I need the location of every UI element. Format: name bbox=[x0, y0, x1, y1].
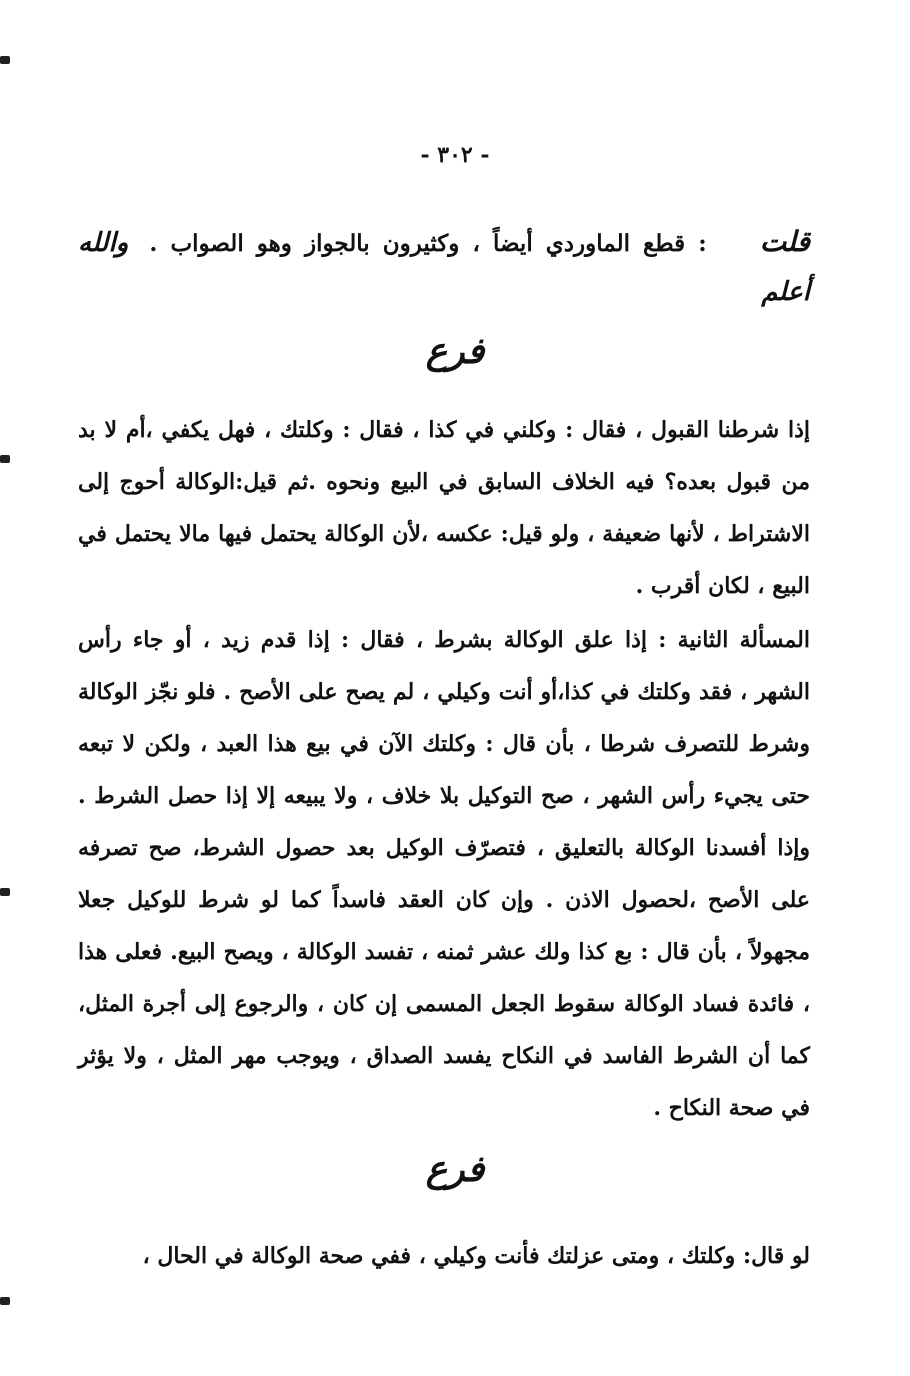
paragraph: إذا شرطنا القبول ، فقال : وكلني في كذا ، فقال : وكلتك ، فهل يكفي ،أم لا بد من قبول بعده؟ فيه الخلاف السابق في البيع ونحوه .ثم قيل:الوكالة أحوج إلى الاشتراط ، لأنها ضعيفة ، ولو قيل: عكسه ،لأن الوكالة يحتمل فيها مالا يحتمل في البيع ، لكان أقرب . bbox=[78, 417, 810, 599]
section-heading: فرع bbox=[425, 330, 485, 372]
gutter-mark bbox=[0, 56, 10, 64]
note-text: : قطع الماوردي أيضاً ، وكثيرون بالجواز وهو الصواب . bbox=[149, 230, 707, 257]
note-line bbox=[78, 218, 810, 317]
issue-title: المسألة الثانية bbox=[677, 627, 810, 653]
closing-phrase: والله أعلم bbox=[78, 228, 810, 307]
page-number: - ٣٠٢ - bbox=[420, 142, 490, 168]
section-heading: فرع bbox=[425, 1148, 485, 1190]
gutter-mark bbox=[0, 1297, 10, 1305]
paragraph bbox=[78, 614, 810, 1134]
note-label: قلت bbox=[759, 225, 810, 258]
gutter-mark bbox=[0, 455, 10, 463]
paragraph: لو قال: وكلتك ، ومتى عزلتك فأنت وكيلي ، ففي صحة الوكالة في الحال ، bbox=[142, 1243, 810, 1269]
paragraph-text: : إذا علق الوكالة بشرط ، فقال : إذا قدم زيد ، أو جاء رأس الشهر ، فقد وكلتك في كذا،أو أنت وكيلي ، لم يصح على الأصح . فلو نجّز الوكالة وشرط للتصرف شرطا ، بأن قال : وكلتك الآن في بيع هذا العبد ، ولكن لا تبعه حتى يجيء رأس الشهر ، صح التوكيل بلا خلاف ، ولا يبيعه إلا إذا حصل الشرط . وإذا أفسدنا الوكالة بالتعليق ، فتصرّف الوكيل بعد حصول الشرط، صح تصرفه على الأصح ،لحصول الاذن . وإن كان العقد فاسداً كما لو شرط للوكيل جعلا مجهولاً ، بأن قال : بع كذا ولك عشر ثمنه ، تفسد الوكالة ، ويصح البيع. فعلى هذا ، فائدة فساد الوكالة سقوط الجعل المسمى إن كان ، والرجوع إلى أجرة المثل، كما أن الشرط الفاسد في النكاح يفسد الصداق ، ويوجب مهر المثل ، ولا يؤثر في صحة النكاح . bbox=[78, 627, 810, 1121]
gutter-mark bbox=[0, 888, 10, 896]
